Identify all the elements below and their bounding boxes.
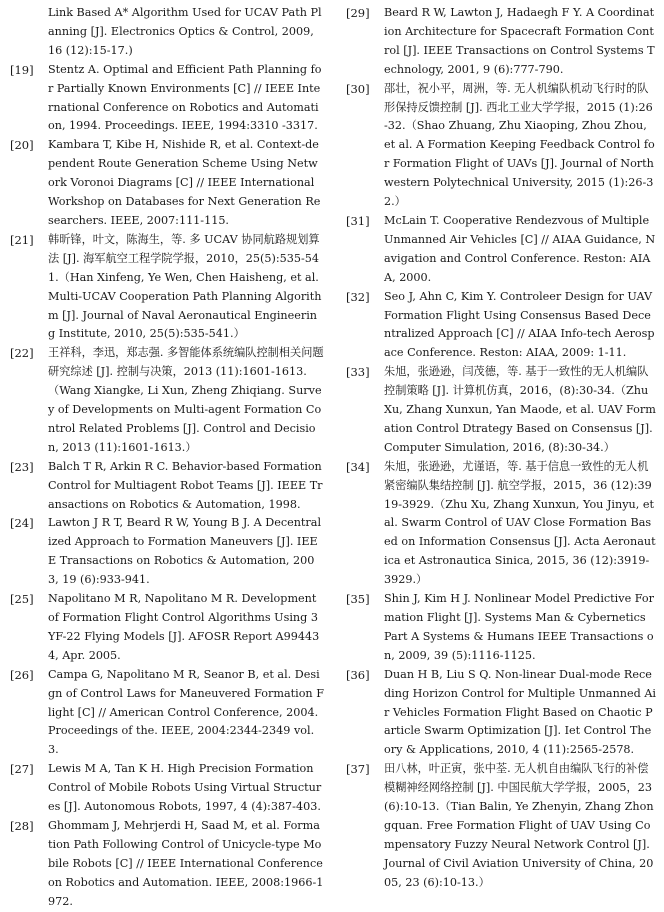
reference-number: [32] [346,289,370,304]
reference-text: 田八林，叶正寅，张中荃. 无人机自由编队飞行的补偿模糊神经网络控制 [J]. 中国民航大学学报，2005，23 (6):10-13.（Tian Balin, Ye Zhenyin, Zhang Zhongquan. Free Formation Flight of UAV Using Compensatory Fuzzy Neural Network Control [J]. Journal of Civil Aviation University of China, 2005, 23 (6):10-13.） [384,762,654,889]
reference-text: 朱旭，张逊逊，闫茂德，等. 基于一致性的无人机编队控制策略 [J]. 计算机仿真，2016，(8):30-34.（Zhu Xu, Zhang Xunxun, Yan Maode, et al. UAV Formation Control Dtrategy Based on Consensus [J]. Computer Simulation, 2016, (8):30-34.） [384,365,656,454]
reference-entry [346,363,656,458]
reference-text: Beard R W, Lawton J, Hadaegh F Y. A Coordination Architecture for Spacecraft Formation Control [J]. IEEE Transactions on Control Systems Technology, 2001, 9 (6):777-790. [384,6,655,76]
reference-number: [22] [10,346,34,361]
reference-text: Shin J, Kim H J. Nonlinear Model Predictive Formation Flight [J]. Systems Man & Cybernetics Part A Systems & Humans IEEE Transactions on, 2009, 39 (5):1116-1125. [384,592,654,662]
reference-text: Balch T R, Arkin R C. Behavior-based Formation Control for Multiagent Robot Teams [J]. IEEE Transactions on Robotics & Automation, 1998. [48,459,323,511]
reference-number: [20] [10,138,34,153]
reference-text: Duan H B, Liu S Q. Non-linear Dual-mode Receding Horizon Control for Multiple Unmanned Air Vehicles Formation Flight Based on Chaotic Particle Swarm Optimization [J]. Iet Control Theory & Applications, 2010, 4 (11):2565-2578. [384,667,657,757]
reference-number: [31] [346,213,370,228]
reference-entry [346,458,656,590]
reference-entry [10,231,324,344]
reference-number: [30] [346,81,370,96]
reference-column-left [10,4,324,912]
reference-text: Campa G, Napolitano M R, Seanor B, et al. Design of Control Laws for Maneuvered Formation Flight [C] // American Control Conference, 2004. Proceedings of the. IEEE, 2004:2344-2349 vol. 3. [48,667,324,757]
reference-number: [21] [10,232,34,247]
reference-column-right [346,4,656,893]
reference-number: [35] [346,592,370,607]
reference-entry [10,817,324,912]
reference-number: [25] [10,592,34,607]
reference-entry [10,61,324,137]
reference-text: McLain T. Cooperative Rendezvous of Multiple Unmanned Air Vehicles [C] // AIAA Guidance, Navigation and Control Conference. Reston: AIAA, 2000. [384,213,656,284]
reference-text: Lewis M A, Tan K H. High Precision Formation Control of Mobile Robots Using Virtual Structures [J]. Autonomous Robots, 1997, 4 (4):387-403. [48,762,322,814]
reference-text: Seo J, Ahn C, Kim Y. Controleer Design for UAV Formation Flight Using Consensus Based Decentralized Approach [C] // AIAA Info-tech Aerospace Conference. Reston: AIAA, 2009: 1-11. [384,289,655,360]
reference-number: [27] [10,762,34,777]
reference-text: 邵壮，祝小平，周洲，等. 无人机编队机动飞行时的队形保持反馈控制 [J]. 西北工业大学学报，2015 (1):26-32.（Shao Zhuang, Zhu Xiaoping, Zhou Zhou, et al. A Formation Keeping Feedback Control for Formation Flight of UAVs [J]. Journal of Northwestern Polytechnical University, 2015 (1):26-32.） [384,81,655,209]
reference-text: 朱旭，张逊逊，尤谨语，等. 基于信息一致性的无人机紧密编队集结控制 [J]. 航空学报，2015，36 (12):3919-3929.（Zhu Xu, Zhang Xunxun, You Jinyu, et al. Swarm Control of UAV Close Formation Based on Information Consensus [J]. Acta Aeronautica et Astronautica Sinica, 2015, 36 (12):3919-3929.） [384,459,656,587]
reference-entry [346,288,656,364]
reference-entry [346,666,656,761]
reference-entry [10,514,324,590]
reference-entry [10,344,324,457]
reference-number: [19] [10,62,34,77]
reference-text: Link Based A* Algorithm Used for UCAV Path Planning [J]. Electronics Optics & Control, 2009, 16 (12):15-17.) [48,6,322,57]
reference-number: [28] [10,818,34,833]
reference-text: 韩昕锋，叶文，陈海生，等. 多 UCAV 协同航路规划算法 [J]. 海军航空工程学院学报，2010，25(5):535-541.（Han Xinfeng, Ye Wen, Chen Haisheng, et al. Multi-UCAV Cooperation Path Planning Algorithm [J]. Journal of Naval Aeronautical Engineering Institute, 2010, 25(5):535-541.） [48,232,322,341]
reference-entry [10,666,324,761]
reference-number: [29] [346,6,370,20]
reference-text: Napolitano M R, Napolitano M R. Development of Formation Flight Control Algorithms Using 3 YF-22 Flying Models [J]. AFOSR Report A994434, Apr. 2005. [48,592,320,662]
reference-entry [346,80,656,212]
reference-entry [10,590,324,666]
reference-number: [26] [10,667,34,682]
reference-number: [24] [10,516,34,531]
reference-text: Ghommam J, Mehrjerdi H, Saad M, et al. Formation Path Following Control of Unicycle-type Mobile Robots [C] // IEEE International Conference on Robotics and Automation. IEEE, 2008:1966-1972. [48,818,324,908]
reference-text: 王祥科，李迅，郑志强. 多智能体系统编队控制相关问题研究综述 [J]. 控制与决策，2013 (11):1601-1613.（Wang Xiangke, Li Xun, Zheng Zhiqiang. Survey of Developments on Multi-agent Formation Control Related Problems [J]. Control and Decision, 2013 (11):1601-1613.） [48,346,324,454]
reference-entry [10,136,324,231]
reference-entry [10,760,324,817]
reference-number: [23] [10,459,34,474]
reference-entry [346,590,656,666]
reference-text: Lawton J R T, Beard R W, Young B J. A Decentralized Approach to Formation Maneuvers [J]. IEEE Transactions on Robotics & Automation, 2003, 19 (6):933-941. [48,516,322,587]
reference-entry [346,4,656,80]
reference-text: Stentz A. Optimal and Efficient Path Planning for Partially Known Environments [C] // IEEE International Conference on Robotics and Automation, 1994. Proceedings. IEEE, 1994:3310 -3317. [48,62,322,133]
reference-entry-continued [10,4,324,61]
reference-entry [346,760,656,892]
reference-number: [36] [346,667,370,682]
reference-entry [346,212,656,288]
reference-number: [33] [346,365,370,380]
reference-number: [37] [346,762,370,777]
reference-number: [34] [346,459,370,474]
reference-text: Kambara T, Kibe H, Nishide R, et al. Context-dependent Route Generation Scheme Using Network Voronoi Diagrams [C] // IEEE International Workshop on Databases for Next Generation Researchers. IEEE, 2007:111-115. [48,138,321,227]
reference-entry [10,458,324,515]
